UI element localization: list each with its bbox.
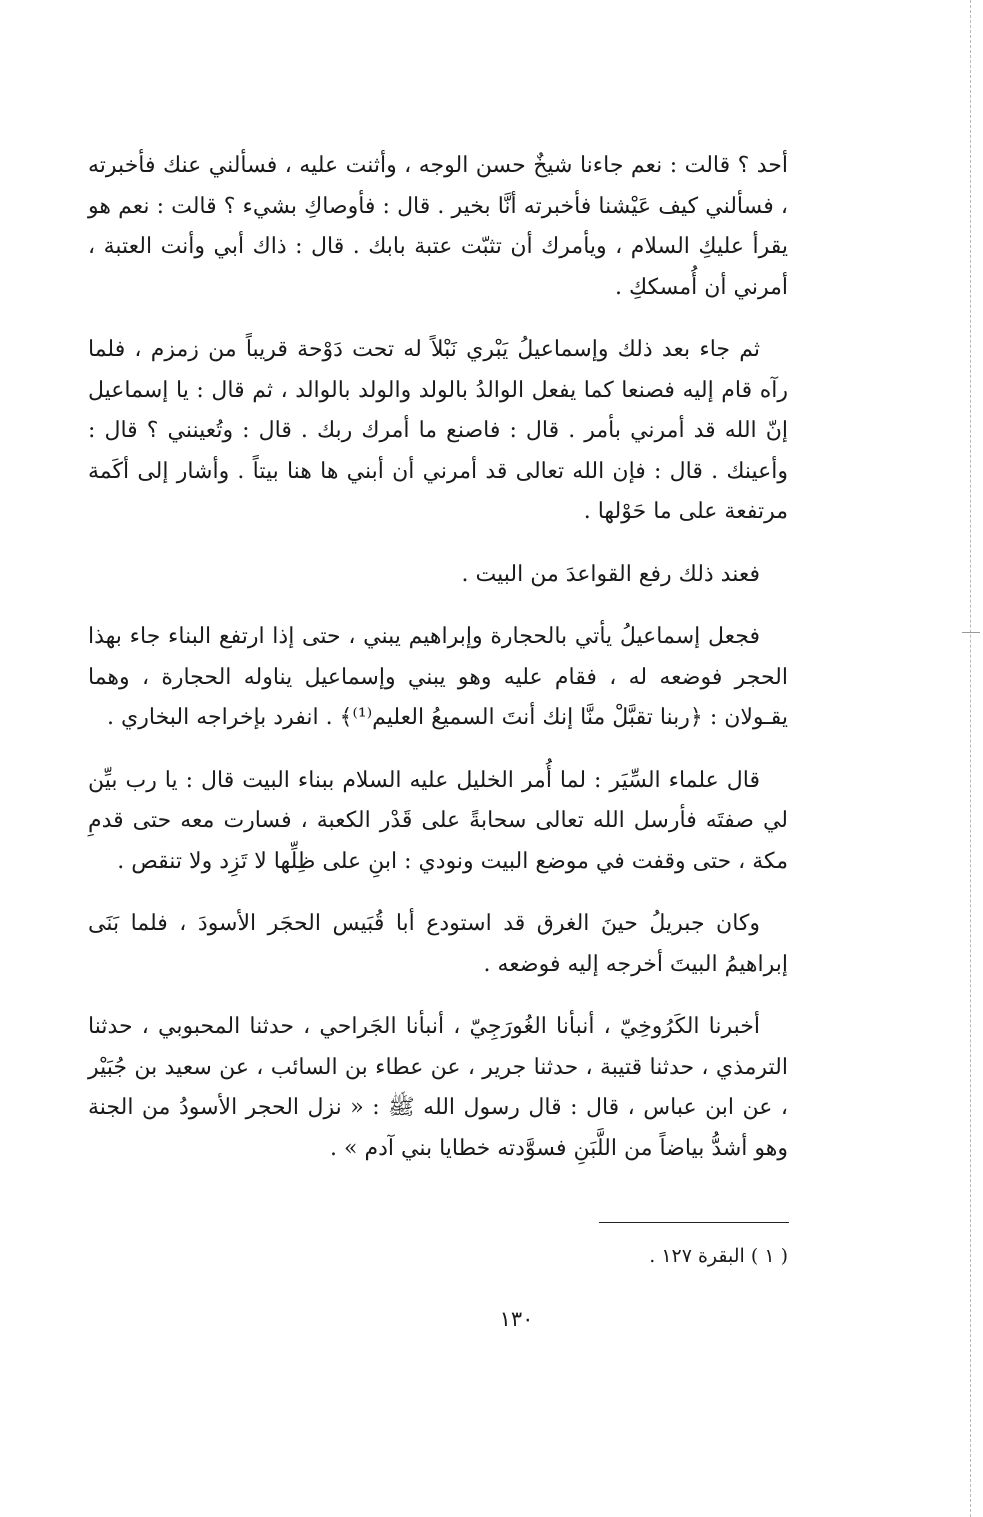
scan-edge-tick	[962, 632, 980, 633]
paragraph-7: أخبرنا الكَرُوخِيّ ، أنبأنا الغُورَجِيّ ، أنبأنا الجَراحي ، حدثنا المحبوبي ، حدثنا الترمذي ، حدثنا قتيبة ، حدثنا جرير ، عن عطاء بن السائب ، عن سعيد بن جُبَيْر ، عن ابن عباس ، قال : قال رسول الله ﷺ : « نزل الحجر الأسودُ من الجنة وهو أشدُّ بياضاً من اللَّبَنِ فسوَّدته خطايا بني آدم » .	[88, 1014, 788, 1161]
footnote: ( ١ ) البقرة ١٢٧ .	[649, 1245, 788, 1267]
paragraph-6: وكان جبريلُ حينَ الغرق قد استودع أبا قُبَيس الحجَر الأسودَ ، فلما بَنَى إبراهيمُ البيتَ أخرجه إليه فوضعه .	[88, 911, 788, 977]
paragraph-3: فعند ذلك رفع القواعدَ من البيت .	[461, 561, 760, 587]
body-text	[88, 146, 788, 1191]
paragraph-1: أحد ؟ قالت : نعم جاءنا شيخٌ حسن الوجه ، وأثنت عليه ، فسألني عنك فأخبرته ، فسألني كيف عَيْشنا فأخبرته أنَّا بخير . قال : فأوصاكِ بشيء ؟ قالت : نعم هو يقرأ عليكِ السلام ، ويأمرك أن تثبّت عتبة بابك . قال : ذاك أبي وأنت العتبة ، أمرني أن أُمسككِ .	[88, 153, 788, 300]
paragraph-4: فجعل إسماعيلُ يأتي بالحجارة وإبراهيم يبني ، حتى إذا ارتفع البناء جاء بهذا الحجر فوضعه له ، فقام عليه وهو يبني وإسماعيل يناوله الحجارة ، وهما يقـولان : ﴿ربنا تقبَّلْ منَّا إنك أنتَ السميعُ العليم⁽¹⁾﴾ . انفرد بإخراجه البخاري .	[88, 624, 788, 730]
paragraph-2: ثم جاء بعد ذلك وإسماعيلُ يَبْري نَبْلاً له تحت دَوْحة قريباً من زمزم ، فلما رآه قام إليه فصنعا كما يفعل الوالدُ بالولد والولد بالوالد ، ثم قال : يا إسماعيل إنّ الله قد أمرني بأمر . قال : فاصنع ما أمرك ربك . قال : وتُعينني ؟ قال : وأعينك . قال : فإن الله تعالى قد أمرني أن أبني ها هنا بيتاً . وأشار إلى أكَمة مرتفعة على ما حَوْلها .	[88, 337, 788, 524]
scan-edge-line	[970, 0, 971, 1517]
page-number: ١٣٠	[499, 1307, 534, 1331]
footnote-divider	[599, 1222, 789, 1223]
paragraph-5: قال علماء السِّيَر : لما أُمر الخليل عليه السلام ببناء البيت قال : يا رب بيِّن لي صفتَه فأرسل الله تعالى سحابةً على قَدْر الكعبة ، فسارت معه حتى قدمِ مكة ، حتى وقفت في موضع البيت ونودي : ابنِ على ظِلِّها لا تَزِد ولا تنقص .	[88, 767, 788, 874]
